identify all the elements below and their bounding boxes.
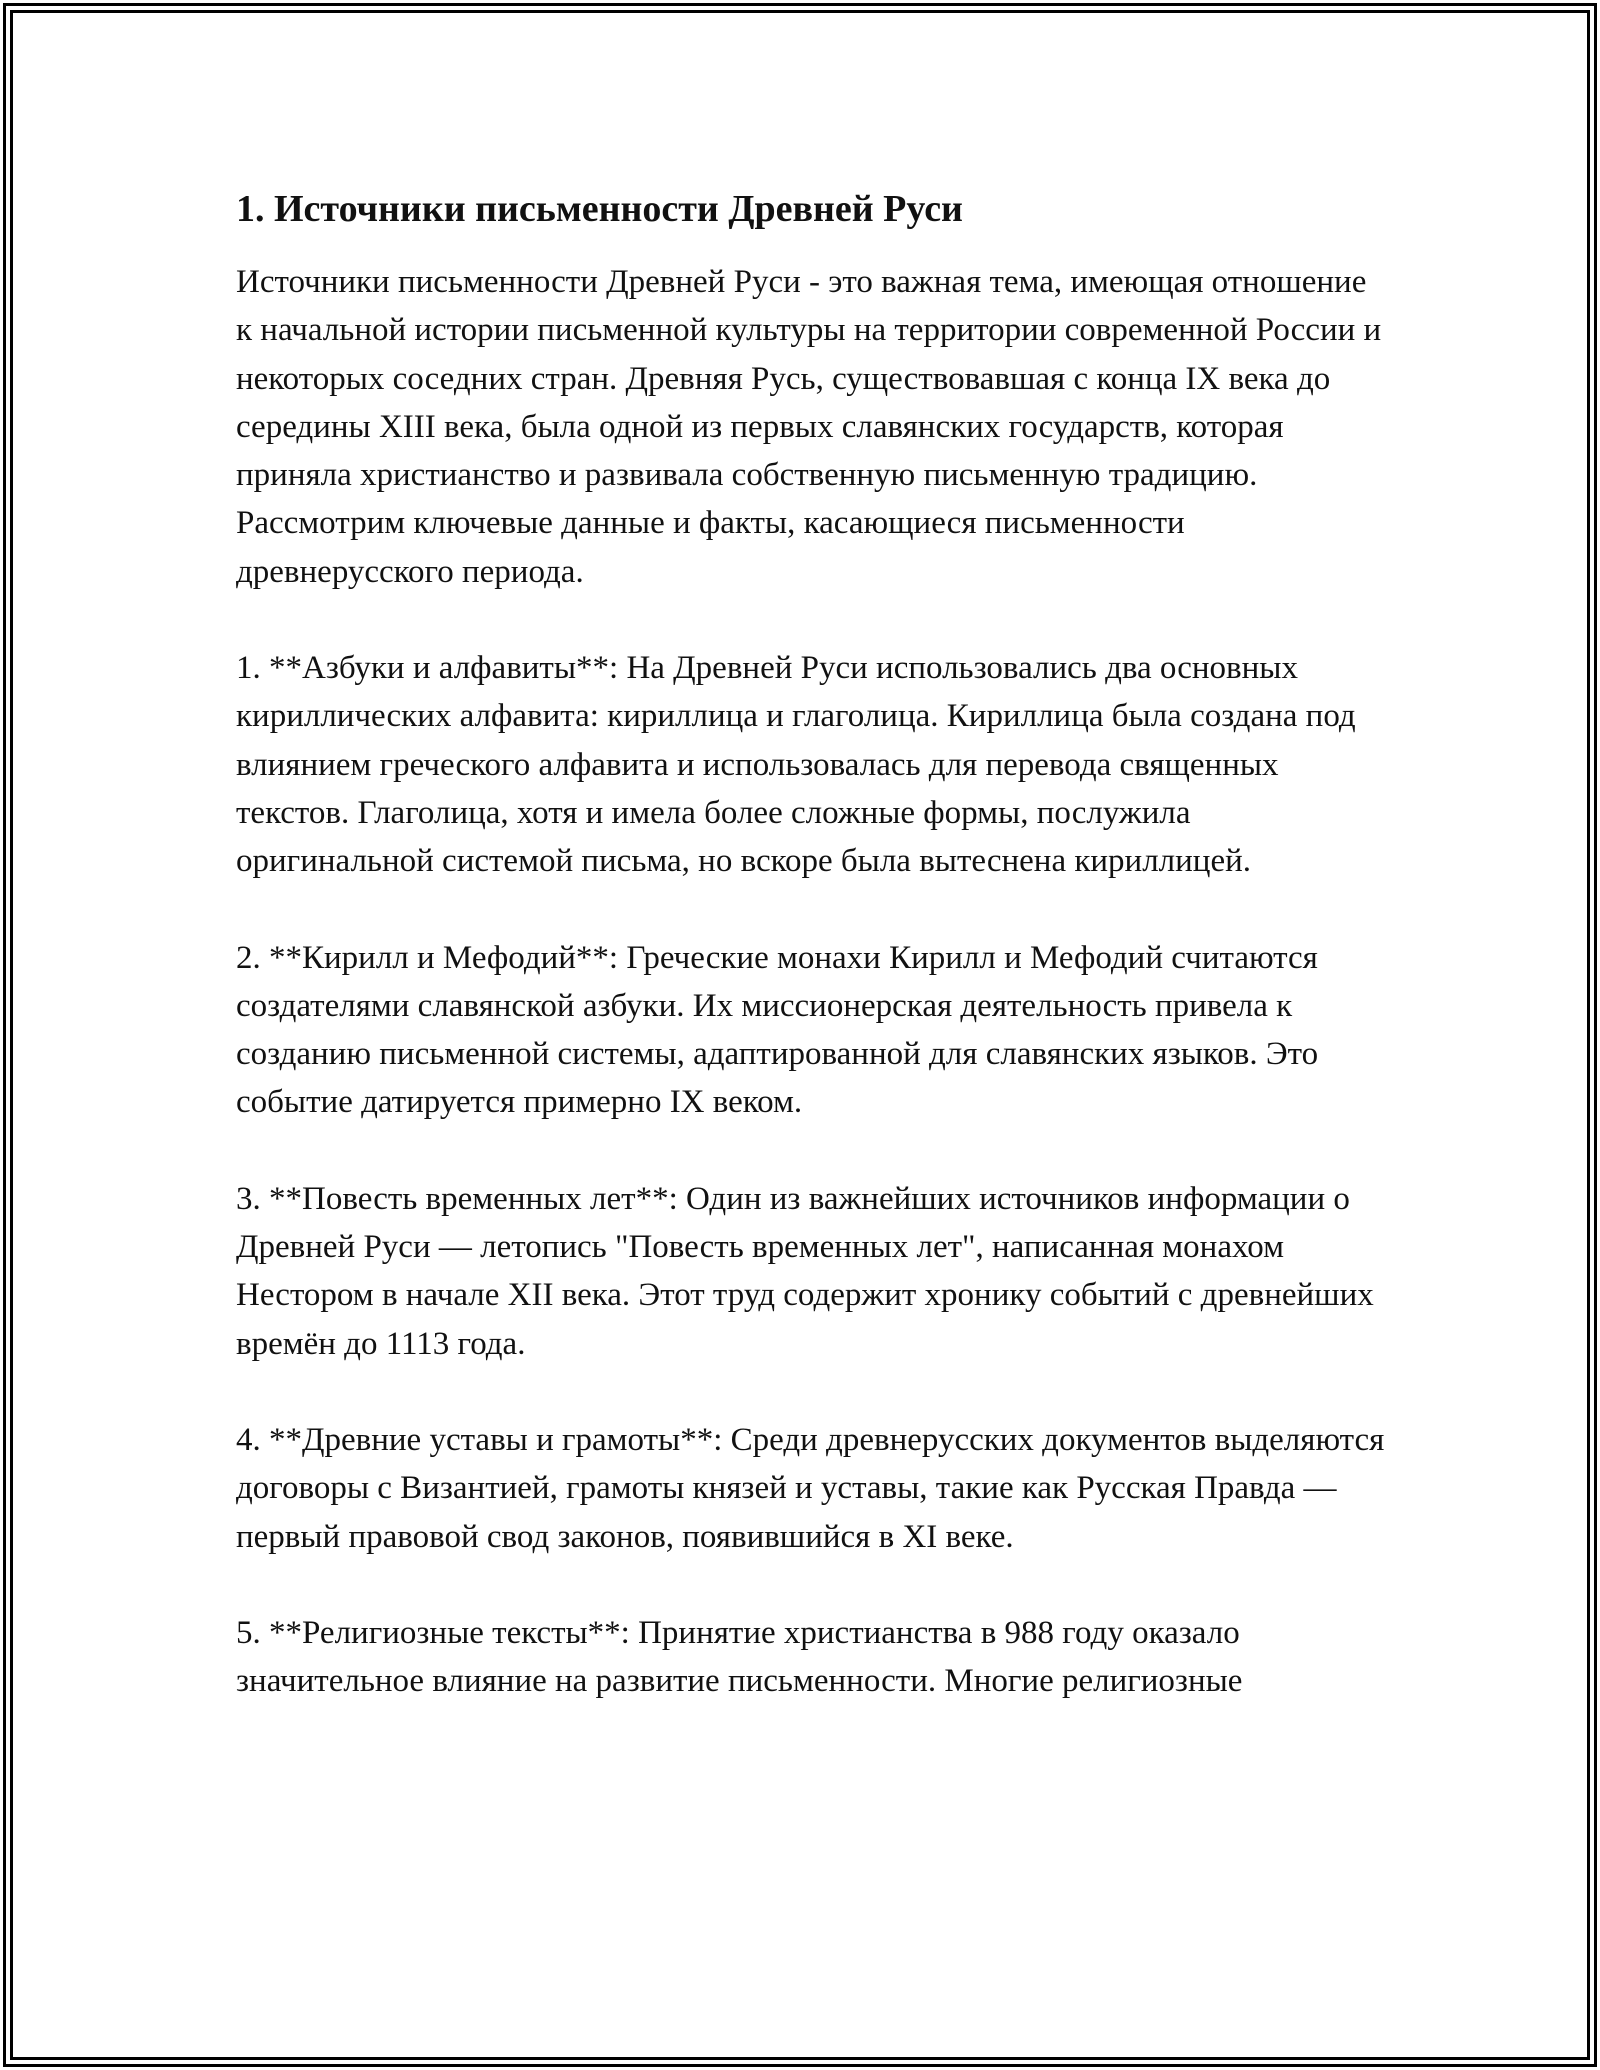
paragraph-primary-chronicle: 3. **Повесть временных лет**: Один из важнейших источников информации о Древней Руси — летопись "Повесть временных лет", написанная монахом Нестором в начале XII века. Этот труд содержит хронику событий с древнейших времён до 1113 года. bbox=[236, 1180, 1374, 1362]
paragraph-religious-texts: 5. **Религиозные тексты**: Принятие христианства в 988 году оказало значительное влияние на развитие письменности. Многие религиозные bbox=[236, 1614, 1243, 1700]
document-body bbox=[236, 184, 1386, 1753]
paragraph-alphabets: 1. **Азбуки и алфавиты**: На Древней Руси использовались два основных кириллических алфавита: кириллица и глаголица. Кириллица была создана под влиянием греческого алфавита и использовалась для перевода священных текстов. Глаголица, хотя и имела более сложные формы, послужила оригинальной системой письма, но вскоре была вытеснена кириллицей. bbox=[236, 650, 1356, 880]
paragraph-charters: 4. **Древние уставы и грамоты**: Среди древнерусских документов выделяются договоры с Византией, грамоты князей и уставы, такие как Русская Правда — первый правовой свод законов, появившийся в XI веке. bbox=[236, 1421, 1385, 1555]
intro-paragraph: Источники письменности Древней Руси - это важная тема, имеющая отношение к начальной истории письменной культуры на территории современной России и некоторых соседних стран. Древняя Русь, существовавшая с конца IX века до середины XIII века, была одной из первых славянских государств, которая приняла христианство и развивала собственную письменную традицию. Рассмотрим ключевые данные и факты, касающиеся письменности древнерусского периода. bbox=[236, 264, 1382, 590]
paragraph-cyril-methodius: 2. **Кирилл и Мефодий**: Греческие монахи Кирилл и Мефодий считаются создателями славянской азбуки. Их миссионерская деятельность привела к созданию письменной системы, адаптированной для славянских языков. Это событие датируется примерно IX веком. bbox=[236, 939, 1319, 1121]
section-heading: 1. Источники письменности Древней Руси bbox=[236, 188, 963, 230]
